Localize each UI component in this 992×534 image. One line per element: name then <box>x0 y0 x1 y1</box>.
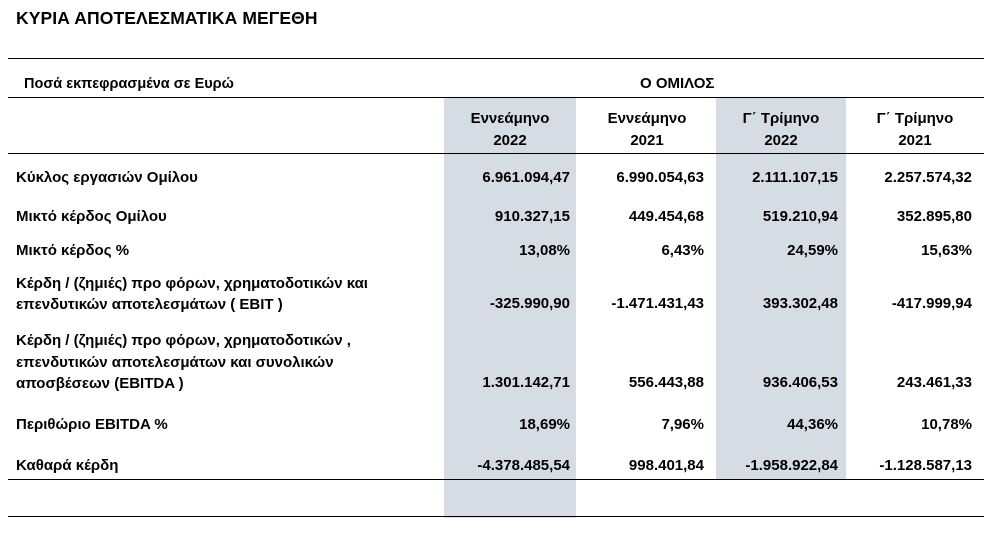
column-header-period: Εννεάμηνο <box>470 110 550 127</box>
table-cell: 393.302,48 <box>762 295 838 312</box>
column-header-year: 2021 <box>630 132 664 149</box>
column-header-year: 2022 <box>764 132 798 149</box>
table-cell: 519.210,94 <box>762 208 838 225</box>
page-title: ΚΥΡΙΑ ΑΠΟΤΕΛΕΣΜΑΤΙΚΑ ΜΕΓΕΘΗ <box>16 8 318 28</box>
table-cell: 24,59% <box>787 242 838 259</box>
table-cell: 910.327,15 <box>494 208 570 225</box>
table-cell: 6.961.094,47 <box>482 169 570 186</box>
column-header-period: Εννεάμηνο <box>607 110 687 127</box>
column-header <box>716 108 846 152</box>
table-cell: -1.128.587,13 <box>879 457 972 474</box>
table-cell: 15,63% <box>921 242 972 259</box>
table-cell: 2.111.107,15 <box>752 169 838 186</box>
rule-bottom <box>8 516 984 517</box>
row-label-revenue: Κύκλος εργασιών Ομίλου <box>16 169 198 186</box>
table-cell: -1.958.922,84 <box>745 457 838 474</box>
table-cell: 6.990.054,63 <box>616 169 704 186</box>
table-cell: 243.461,33 <box>896 374 972 391</box>
table-cell: 18,69% <box>519 416 570 433</box>
row-label-gross-profit: Μικτό κέρδος Ομίλου <box>16 208 167 225</box>
table-cell: 44,36% <box>787 416 838 433</box>
table-cell: 936.406,53 <box>762 374 838 391</box>
column-header <box>578 108 716 152</box>
row-label-line: επενδυτικών αποτελεσμάτων και συνολικών <box>16 353 334 371</box>
column-header-period: Γ΄ Τρίμηνο <box>876 110 954 127</box>
table-cell: -325.990,90 <box>489 295 570 312</box>
currency-note: Ποσά εκπεφρασμένα σε Ευρώ <box>24 76 234 92</box>
table-cell: 10,78% <box>921 416 972 433</box>
rule-below-currency-note <box>8 97 984 98</box>
row-label-line: Κέρδη / (ζημιές) προ φόρων, χρηματοδοτικών , <box>16 332 351 349</box>
table-cell: 1.301.142,71 <box>482 374 570 391</box>
column-header-year: 2022 <box>493 132 527 149</box>
row-label-line: επενδυτικών αποτελεσμάτων ( EBIT ) <box>16 296 283 313</box>
table-cell: -4.378.485,54 <box>477 457 570 474</box>
table-cell: 7,96% <box>661 416 704 433</box>
column-header <box>444 108 576 152</box>
row-label-net-profit: Καθαρά κέρδη <box>16 457 119 474</box>
row-label-line: αποσβέσεων (EBITDA ) <box>16 375 184 392</box>
table-cell: 13,08% <box>519 242 570 259</box>
table-cell: 449.454,68 <box>628 208 704 225</box>
row-label-ebitda <box>16 330 436 395</box>
row-label-ebit <box>16 273 436 315</box>
column-header-period: Γ΄ Τρίμηνο <box>742 110 820 127</box>
row-label-gross-margin: Μικτό κέρδος % <box>16 242 130 259</box>
column-header-year: 2021 <box>898 132 932 149</box>
table-cell: 6,43% <box>661 242 704 259</box>
row-label-ebitda-margin: Περιθώριο EBITDA % <box>16 416 168 433</box>
table-cell: 352.895,80 <box>896 208 972 225</box>
table-cell: 556.443,88 <box>628 374 704 391</box>
table-cell: 998.401,84 <box>628 457 704 474</box>
row-label-line: Κέρδη / (ζημιές) προ φόρων, χρηματοδοτικών και <box>16 275 368 292</box>
rule-below-net-profit <box>8 479 984 480</box>
table-cell: -1.471.431,43 <box>611 295 704 312</box>
rule-top <box>8 58 984 59</box>
rule-below-column-headers <box>8 153 984 154</box>
table-cell: 2.257.574,32 <box>884 169 972 186</box>
column-header <box>846 108 984 152</box>
group-header: Ο ΟΜΙΛΟΣ <box>640 75 715 92</box>
table-cell: -417.999,94 <box>891 295 972 312</box>
